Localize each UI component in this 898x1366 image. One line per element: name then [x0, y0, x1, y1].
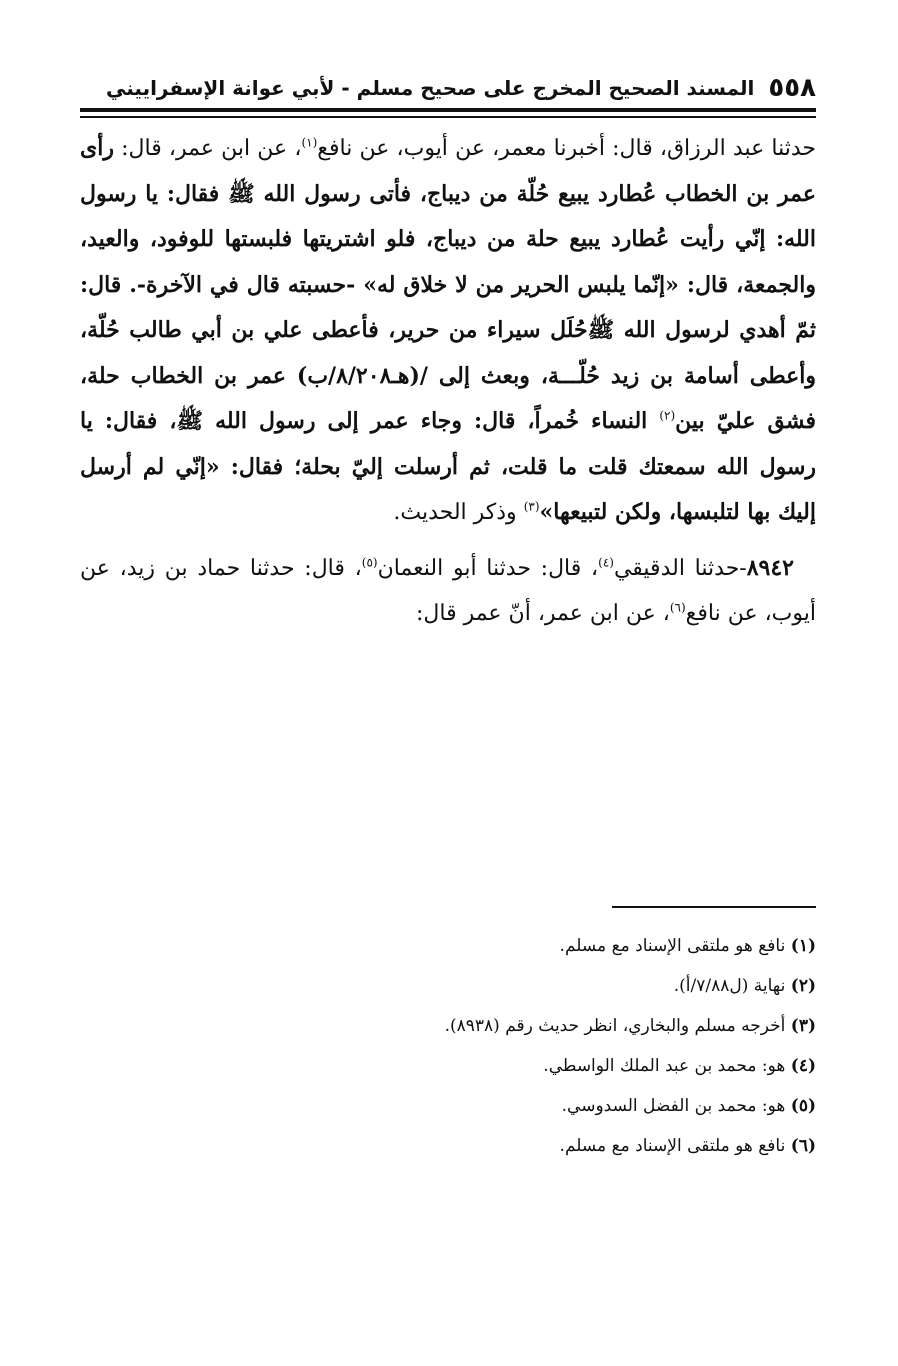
footnote-ref-4: (٤) — [598, 555, 614, 570]
footnote-text: نافع هو ملتقى الإسناد مع مسلم. — [559, 936, 786, 956]
paragraph-hadith-continued — [80, 126, 816, 536]
footnotes — [80, 926, 816, 1166]
footnote-3 — [80, 1006, 816, 1046]
page-number: ٥٥٨ — [768, 73, 816, 103]
footnote-mark: (٣) — [790, 1016, 816, 1036]
footnote-ref-2: (٢) — [659, 408, 676, 423]
text-segment: حدثنا عبد الرزاق، قال: أخبرنا معمر، عن أيوب، عن نافع — [317, 136, 816, 161]
footnote-ref-6: (٦) — [669, 600, 686, 615]
header-rule-thin — [80, 116, 816, 118]
footnote-4 — [80, 1046, 816, 1086]
footnote-mark: (٦) — [790, 1136, 816, 1156]
footnote-2 — [80, 966, 816, 1006]
main-text — [80, 126, 816, 637]
footnote-text: هو: محمد بن عبد الملك الواسطي. — [543, 1056, 786, 1076]
footnote-text: هو: محمد بن الفضل السدوسي. — [561, 1096, 786, 1116]
text-segment: ، قال: حدثنا حماد بن زيد، عن أيوب، عن نافع — [80, 555, 816, 626]
page-header — [80, 62, 816, 106]
footnote-separator — [612, 906, 816, 908]
paragraph-hadith-8942 — [80, 546, 816, 637]
hadith-matn-bold: النساء خُمراً، قال: وجاء عمر إلى رسول الله ﷺ، فقال: يا رسول الله سمعتك قلت ما قلت، ثم أرسلت إليّ بحلة؛ فقال: «إنّي لم أرسل إليك بها لتلبسها، ولكن لتبيعها» — [80, 408, 816, 525]
hadith-number: ٨٩٤٢ — [746, 554, 794, 581]
text-segment: ، عن ابن عمر، قال: — [113, 136, 302, 161]
paragraph-gap — [80, 536, 816, 546]
hadith-matn-bold: رأى عمر بن الخطاب عُطارد يبيع حُلّة من ديباج، فأتى رسول الله ﷺ فقال: يا رسول الله: إنّي رأيت عُطارد يبيع حلة من ديباج، فلو اشتريتها فلبستها للوفود، والعيد، والجمعة، قال: «إنّما يلبس الحرير من لا خلاق له» -حسبته قال في الآخرة-. قال: ثمّ أهدي لرسول الله ﷺحُلَل سيراء من حرير، فأعطى علي بن أبي طالب حُلّة، وأعطى أسامة بن زيد حُلّـــة، وبعث إلى /(هـ٨/٢٠٨/ب) عمر بن الخطاب حلة، فشق عليّ بين — [80, 135, 817, 434]
text-segment: ، قال: حدثنا أبو النعمان — [377, 555, 599, 581]
footnote-ref-1: (١) — [301, 135, 318, 150]
footnote-ref-3: (٣) — [523, 499, 540, 514]
footnote-mark: (٢) — [790, 976, 816, 996]
header-rule-thick — [80, 108, 816, 112]
text-segment: ، عن ابن عمر، أنّ عمر قال: — [415, 601, 670, 626]
footnote-5 — [80, 1086, 816, 1126]
footnote-text: أخرجه مسلم والبخاري، انظر حديث رقم (٨٩٣٨). — [444, 1016, 786, 1036]
footnote-6 — [80, 1126, 816, 1166]
running-title: المسند الصحيح المخرج على صحيح مسلم - لأبي عوانة الإسفراييني — [106, 76, 755, 100]
footnote-text: نهاية (ل٧/٨٨/أ). — [673, 976, 786, 996]
footnote-1 — [80, 926, 816, 966]
text-segment: وذكر الحديث. — [393, 500, 524, 525]
footnote-text: نافع هو ملتقى الإسناد مع مسلم. — [559, 1136, 786, 1156]
footnote-mark: (٥) — [790, 1096, 816, 1116]
text-segment: -حدثنا الدقيقي — [613, 555, 747, 581]
footnote-ref-5: (٥) — [361, 555, 378, 570]
footnote-mark: (٤) — [790, 1056, 816, 1076]
footnote-mark: (١) — [790, 936, 816, 956]
